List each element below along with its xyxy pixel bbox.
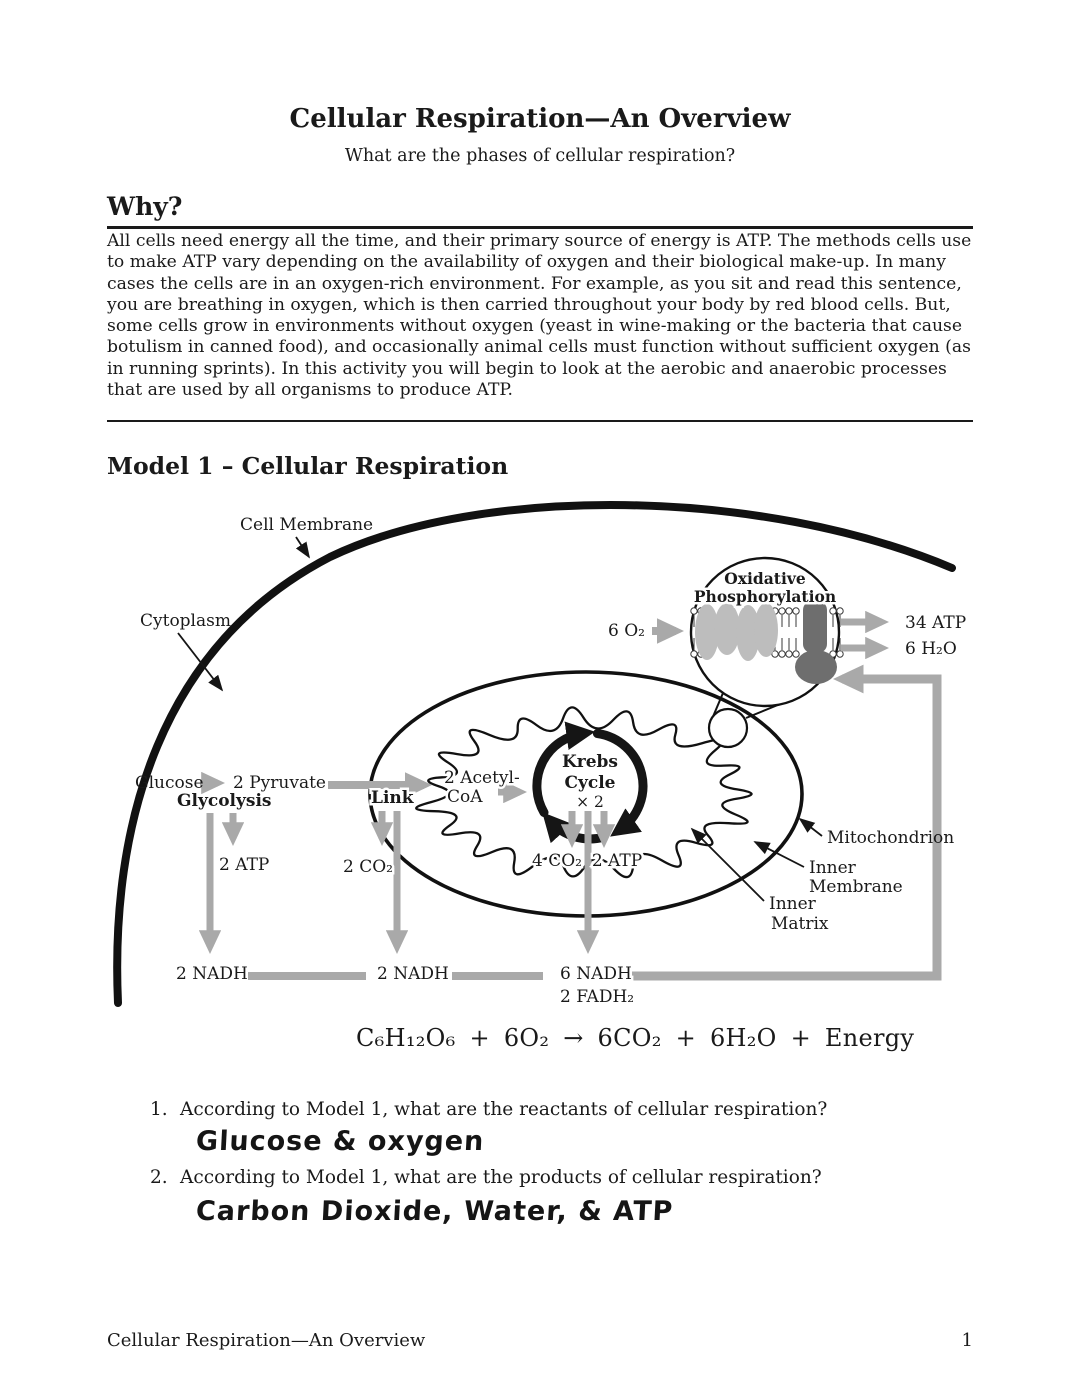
question-1-number: 1.	[150, 1099, 168, 1120]
oxidative-phosphorylation-inset	[691, 558, 843, 706]
oxidative-phosphorylation-label-2: Phosphorylation	[693, 587, 837, 606]
inner-membrane-label-2: Membrane	[809, 877, 903, 897]
divider-top	[107, 226, 973, 229]
h2o-output-label: 6 H₂O	[905, 639, 957, 659]
chemical-equation: C₆H₁₂O₆ + 6O₂ → 6CO₂ + 6H₂O + Energy	[356, 1024, 915, 1052]
handwritten-answer-2: Carbon Dioxide, Water, & ATP	[195, 1196, 675, 1227]
acetyl-coa-label-2: CoA	[447, 787, 483, 807]
footer-page-number: 1	[961, 1330, 973, 1351]
glucose-label: Glucose	[135, 773, 204, 793]
link-label: Link	[371, 788, 414, 808]
inner-matrix-label-2: Matrix	[771, 914, 829, 934]
divider-bottom	[107, 420, 973, 422]
page-subtitle: What are the phases of cellular respiration?	[344, 146, 736, 166]
cellular-respiration-diagram	[0, 495, 1080, 1015]
why-paragraph: All cells need energy all the time, and their primary source of energy is ATP. The methods cells use to make ATP vary depending on the availability of oxygen and their biological make-up. In many cases the cells are in an oxygen-rich environment. For example, as you sit and read this sentence, you are breathing in oxygen, which is then carried throughout your body by red blood cells. But, some cells grow in environments without oxygen (yeast in wine-making or the bacteria that cause botulism in canned food), and occasionally animal cells must function without sufficient oxygen (as in running sprints). In this activity you will begin to look at the aerobic and anaerobic processes that are used by all organisms to produce ATP.	[107, 231, 972, 401]
cytoplasm-label: Cytoplasm	[140, 611, 231, 631]
krebs-fadh2-label: 2 FADH₂	[560, 987, 635, 1007]
krebs-label-3: × 2	[576, 793, 604, 811]
question-2-text: According to Model 1, what are the products of cellular respiration?	[180, 1167, 822, 1188]
krebs-label-1: Krebs	[561, 752, 619, 772]
question-2	[150, 1167, 890, 1188]
cytoplasm-pointer	[178, 633, 222, 690]
link-co2-label: 2 CO₂	[343, 857, 393, 877]
inner-matrix-label-1: Inner	[769, 894, 816, 914]
acetyl-coa-label-1: 2 Acetyl-	[444, 768, 520, 788]
pyruvate-label: 2 Pyruvate	[233, 773, 326, 793]
glycolysis-atp-label: 2 ATP	[219, 855, 270, 875]
oxidative-phosphorylation-label-1: Oxidative	[724, 569, 806, 588]
mitochondrion-label: Mitochondrion	[827, 828, 955, 848]
mitochondrion-pointer	[800, 819, 822, 836]
question-1	[150, 1099, 890, 1120]
krebs-atp-label: 2 ATP	[591, 851, 643, 871]
link-nadh-label: 2 NADH	[377, 964, 449, 984]
page-title: Cellular Respiration—An Overview	[289, 104, 791, 134]
model-1-heading: Model 1 – Cellular Respiration	[107, 452, 509, 480]
glycolysis-nadh-label: 2 NADH	[176, 964, 248, 984]
magnified-region-circle	[709, 709, 747, 747]
krebs-nadh-label: 6 NADH	[560, 964, 632, 984]
why-heading: Why?	[107, 192, 183, 221]
krebs-label-2: Cycle	[564, 773, 616, 793]
handwritten-answer-1: Glucose & oxygen	[195, 1126, 486, 1157]
atp-output-label: 34 ATP	[905, 613, 967, 633]
krebs-co2-label: 4 CO₂	[532, 851, 582, 871]
cell-membrane-pointer	[296, 537, 309, 557]
question-2-number: 2.	[150, 1167, 168, 1188]
cell-membrane-label: Cell Membrane	[240, 515, 374, 535]
inner-membrane-label-1: Inner	[809, 858, 856, 878]
footer-title: Cellular Respiration—An Overview	[107, 1330, 426, 1351]
glycolysis-label: Glycolysis	[177, 791, 272, 811]
o2-input-label: 6 O₂	[608, 621, 645, 641]
question-1-text: According to Model 1, what are the reactants of cellular respiration?	[180, 1099, 828, 1120]
